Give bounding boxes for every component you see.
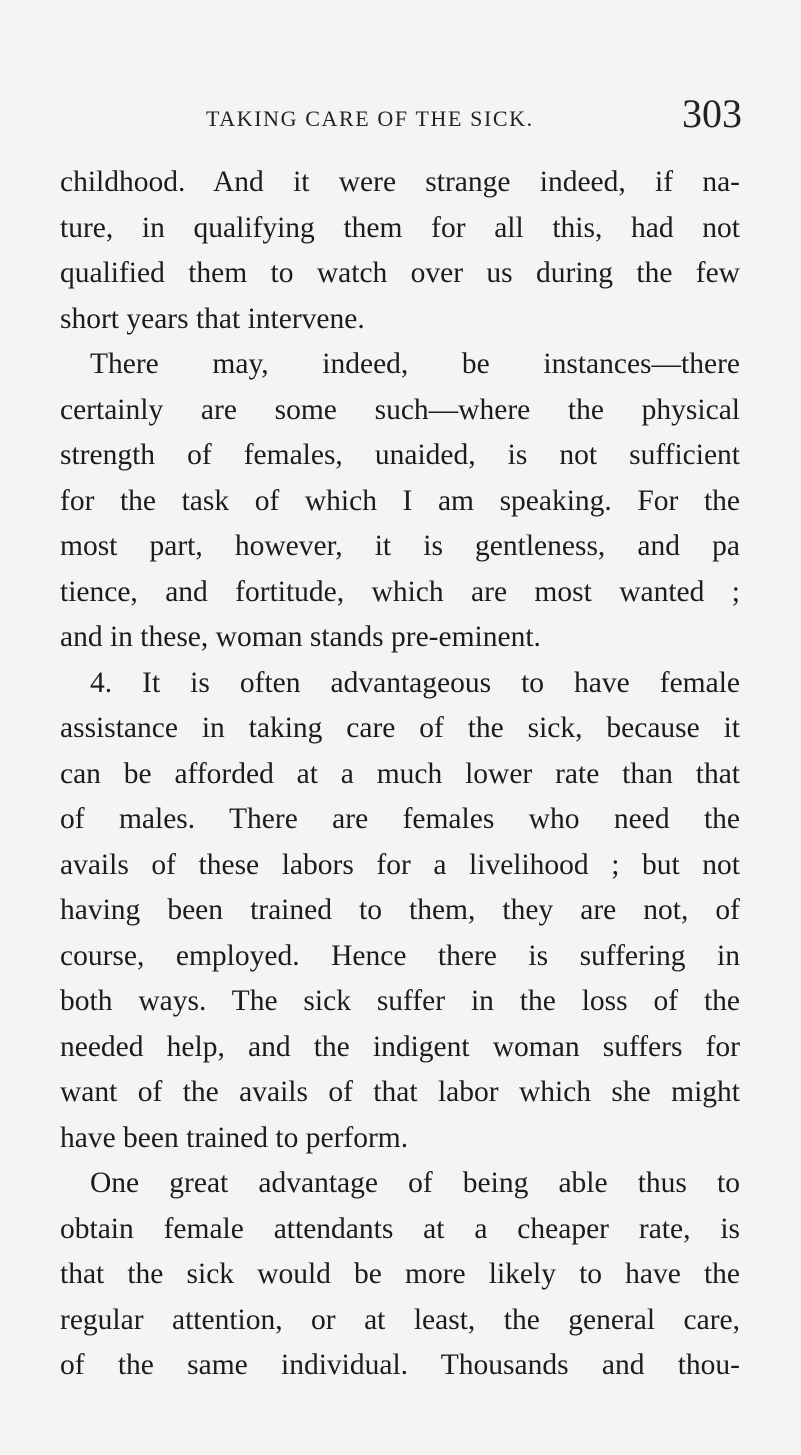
- text-line: course, employed. Hence there is suffering in: [60, 939, 740, 972]
- text-line: tience, and fortitude, which are most wanted ;: [60, 575, 740, 608]
- text-line: of males. There are females who need the: [60, 803, 740, 835]
- text-line: One great advantage of being able thus to: [90, 1167, 740, 1199]
- text-line: ture, in qualifying them for all this, had not: [60, 211, 740, 244]
- text-line: most part, however, it is gentleness, and pa: [60, 530, 740, 562]
- text-line: childhood. And it were strange indeed, if na-: [60, 166, 740, 198]
- text-line: strength of females, unaided, is not sufficient: [60, 439, 740, 471]
- text-line: 4. It is often advantageous to have female: [90, 666, 740, 699]
- text-line: regular attention, or at least, the general care,: [60, 1303, 740, 1336]
- text-line: avails of these labors for a livelihood ; but not: [60, 848, 740, 881]
- text-line: both ways. The sick suffer in the loss of the: [60, 985, 740, 1017]
- text-line: can be afforded at a much lower rate than that: [60, 757, 740, 790]
- text-line: have been trained to perform.: [60, 1121, 409, 1154]
- text-line: and in these, woman stands pre-eminent.: [60, 621, 541, 653]
- text-line: obtain female attendants at a cheaper rate, is: [60, 1212, 740, 1245]
- running-head: [150, 86, 742, 136]
- body-text: [60, 160, 740, 1389]
- text-line: for the task of which I am speaking. For the: [60, 484, 740, 517]
- page-number: 303: [682, 91, 742, 136]
- text-line: qualified them to watch over us during the few: [60, 257, 740, 289]
- running-title: TAKING CARE OF THE SICK.: [206, 106, 534, 131]
- text-line: needed help, and the indigent woman suffers for: [60, 1030, 740, 1063]
- text-line: short years that intervene.: [60, 302, 365, 335]
- text-line: certainly are some such—where the physical: [60, 393, 740, 426]
- text-line: want of the avails of that labor which she might: [60, 1076, 740, 1108]
- text-line: of the same individual. Thousands and thou-: [60, 1349, 740, 1381]
- text-line: There may, indeed, be instances—there: [90, 348, 740, 380]
- text-line: having been trained to them, they are not, of: [60, 894, 740, 926]
- text-line: that the sick would be more likely to have the: [60, 1258, 740, 1290]
- text-line: assistance in taking care of the sick, because it: [60, 712, 740, 744]
